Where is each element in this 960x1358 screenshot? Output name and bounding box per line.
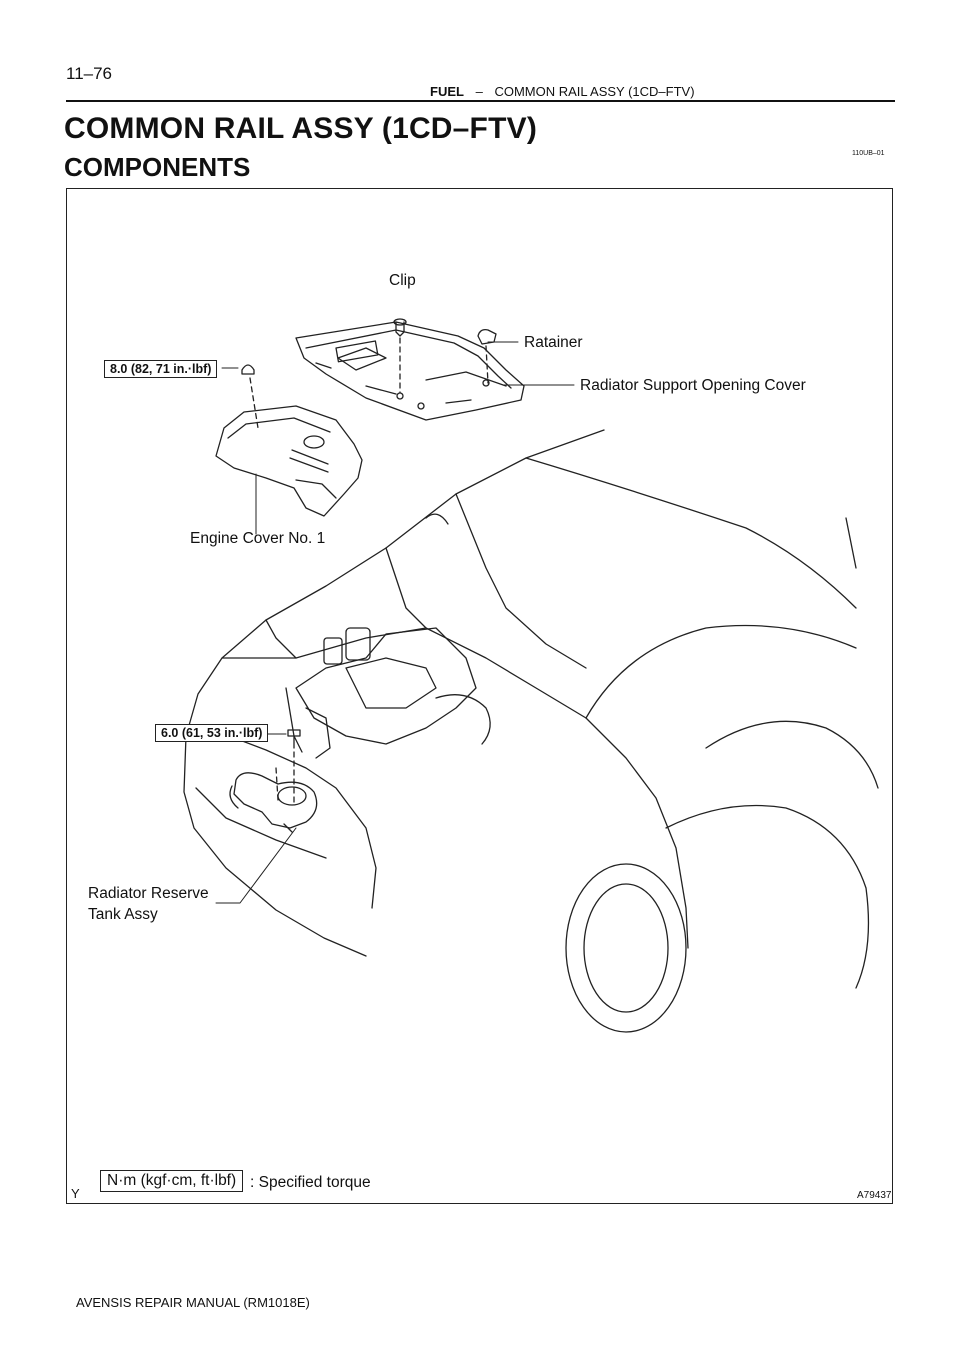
torque-spec-engine-cover: 8.0 (82, 71 in.·lbf) xyxy=(104,360,217,378)
page-footer: AVENSIS REPAIR MANUAL (RM1018E) xyxy=(76,1295,310,1310)
retainer-part xyxy=(478,330,496,383)
label-clip: Clip xyxy=(389,272,416,289)
label-radiator-reserve-tank-line1: Radiator Reserve xyxy=(88,885,209,902)
figure-id: A79437 xyxy=(857,1190,892,1201)
header-subsection: COMMON RAIL ASSY (1CD–FTV) xyxy=(494,84,695,99)
section-subtitle: COMPONENTS xyxy=(64,152,251,182)
document-reference: 110UB–01 xyxy=(852,150,885,157)
clip-part xyxy=(394,319,406,393)
running-header xyxy=(430,84,695,99)
page-title: COMMON RAIL ASSY (1CD–FTV) xyxy=(64,112,538,145)
leader-reserve-tank xyxy=(216,828,296,903)
legend-text: : Specified torque xyxy=(250,1174,371,1191)
header-section: FUEL xyxy=(430,84,464,99)
figure-corner-mark: Y xyxy=(71,1186,80,1201)
label-engine-cover-no1: Engine Cover No. 1 xyxy=(190,530,326,547)
header-rule xyxy=(66,100,895,102)
engine-cover-part xyxy=(216,406,362,516)
radiator-support-opening-cover-part xyxy=(296,322,524,420)
radiator-reserve-tank-part xyxy=(230,773,317,832)
header-separator: – xyxy=(475,84,483,99)
legend-unit-box: N·m (kgf·cm, ft·lbf) xyxy=(100,1170,243,1192)
component-diagram xyxy=(66,188,893,1204)
torque-spec-reserve-tank: 6.0 (61, 53 in.·lbf) xyxy=(155,724,268,742)
page-number: 11–76 xyxy=(66,64,113,83)
label-ratainer: Ratainer xyxy=(524,334,583,351)
label-radiator-support-opening-cover: Radiator Support Opening Cover xyxy=(580,377,806,394)
engine-cover-bolt xyxy=(242,365,258,428)
engine-bay xyxy=(286,628,490,758)
leader-lines xyxy=(216,342,574,903)
label-radiator-reserve-tank-line2: Tank Assy xyxy=(88,906,158,923)
